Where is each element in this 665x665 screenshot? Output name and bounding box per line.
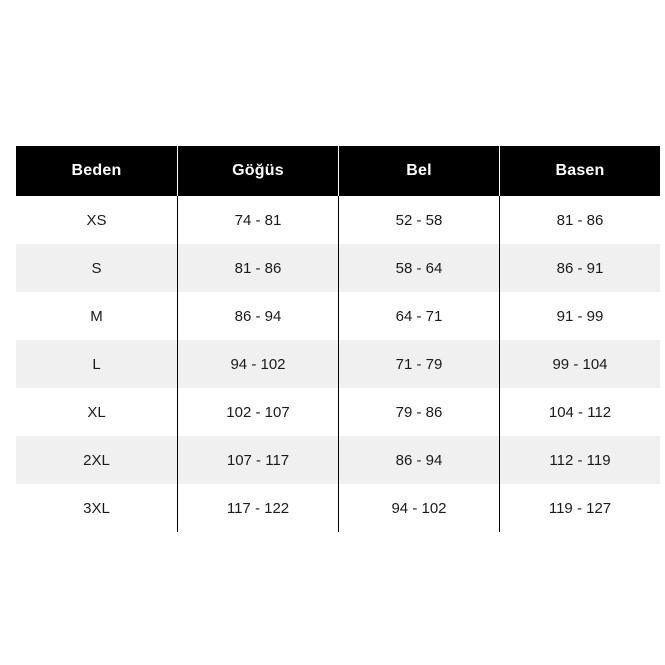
table-body xyxy=(16,196,660,532)
cell-hip: 104 - 112 xyxy=(500,388,661,436)
cell-chest: 81 - 86 xyxy=(178,244,339,292)
cell-waist: 58 - 64 xyxy=(339,244,500,292)
cell-chest: 107 - 117 xyxy=(178,436,339,484)
cell-chest: 74 - 81 xyxy=(178,196,339,244)
cell-chest: 117 - 122 xyxy=(178,484,339,532)
cell-waist: 94 - 102 xyxy=(339,484,500,532)
cell-hip: 119 - 127 xyxy=(500,484,661,532)
cell-waist: 52 - 58 xyxy=(339,196,500,244)
table-row xyxy=(16,388,660,436)
column-header-bel: Bel xyxy=(339,146,500,196)
cell-size: 2XL xyxy=(16,436,178,484)
cell-hip: 91 - 99 xyxy=(500,292,661,340)
cell-hip: 99 - 104 xyxy=(500,340,661,388)
cell-waist: 64 - 71 xyxy=(339,292,500,340)
cell-hip: 86 - 91 xyxy=(500,244,661,292)
cell-size: M xyxy=(16,292,178,340)
cell-waist: 79 - 86 xyxy=(339,388,500,436)
cell-hip: 112 - 119 xyxy=(500,436,661,484)
table-row xyxy=(16,196,660,244)
cell-hip: 81 - 86 xyxy=(500,196,661,244)
table-row xyxy=(16,484,660,532)
table-row xyxy=(16,340,660,388)
table-header-row xyxy=(16,146,660,196)
cell-chest: 86 - 94 xyxy=(178,292,339,340)
cell-chest: 102 - 107 xyxy=(178,388,339,436)
cell-waist: 86 - 94 xyxy=(339,436,500,484)
cell-size: S xyxy=(16,244,178,292)
cell-size: L xyxy=(16,340,178,388)
size-chart-table xyxy=(16,146,660,532)
cell-size: XS xyxy=(16,196,178,244)
cell-waist: 71 - 79 xyxy=(339,340,500,388)
cell-chest: 94 - 102 xyxy=(178,340,339,388)
size-chart-container xyxy=(16,146,649,532)
cell-size: 3XL xyxy=(16,484,178,532)
table-header xyxy=(16,146,660,196)
column-header-beden: Beden xyxy=(16,146,178,196)
column-header-basen: Basen xyxy=(500,146,661,196)
table-row xyxy=(16,436,660,484)
table-row xyxy=(16,244,660,292)
cell-size: XL xyxy=(16,388,178,436)
column-header-gogus: Göğüs xyxy=(178,146,339,196)
table-row xyxy=(16,292,660,340)
